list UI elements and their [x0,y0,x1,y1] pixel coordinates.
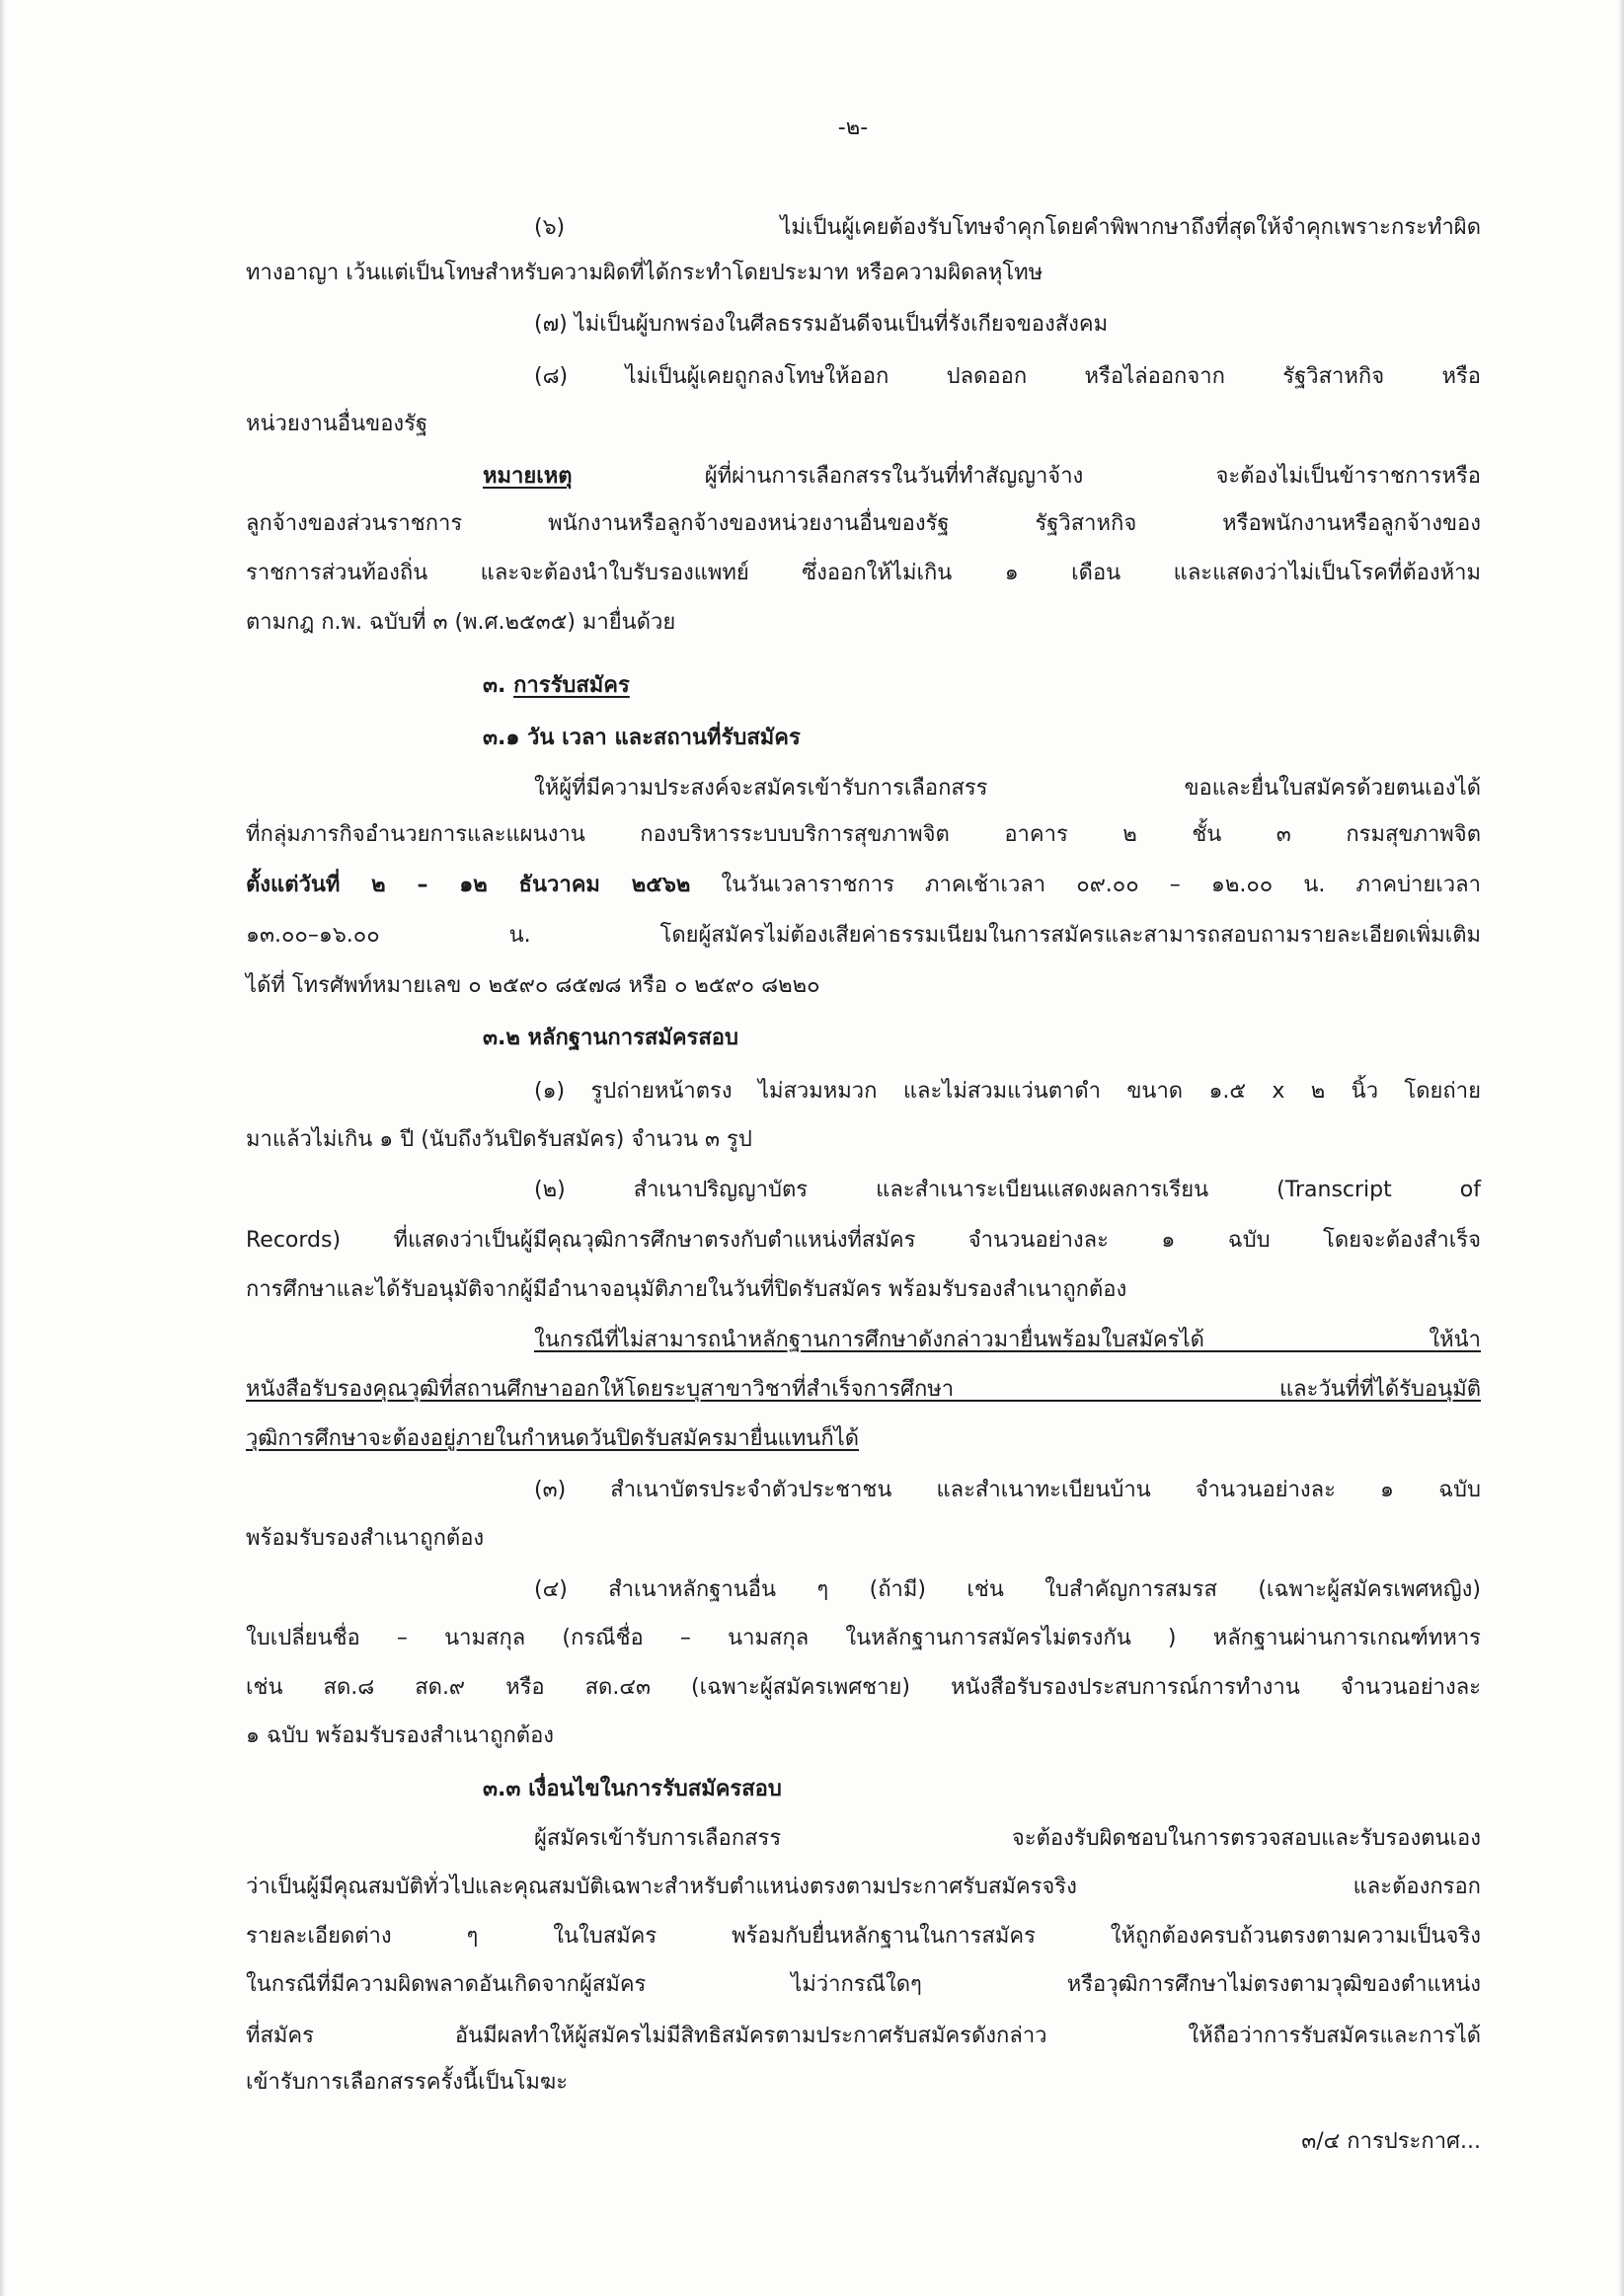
document-item-4-line-3: เช่น สด.๘ สด.๙ หรือ สด.๔๓ (เฉพาะผู้สมัครเพศชาย) หนังสือรับรองประสบการณ์การทำงาน จำนวนอย่างละ [246,1675,1481,1700]
conditions-line-5: ที่สมัคร อันมีผลทำให้ผู้สมัครไม่มีสิทธิสมัครตามประกาศรับสมัครดังกล่าว ให้ถือว่าการรับสมัครและการได้ [246,2024,1481,2048]
qualification-7: (๗) ไม่เป็นผู้บกพร่องในศีลธรรมอันดีจนเป็นที่รังเกียจของสังคม [534,312,1109,337]
conditions-line-6: เข้ารับการเลือกสรรครั้งนี้เป็นโมฆะ [246,2070,569,2095]
section-3-1-line-4: ๑๓.๐๐–๑๖.๐๐ น. โดยผู้สมัครไม่ต้องเสียค่าธรรมเนียมในการสมัครและสามารถสอบถามรายละเอียดเพิ่มเติม [246,923,1481,948]
document-note-line-3: วุฒิการศึกษาจะต้องอยู่ภายในกำหนดวันปิดรับสมัครมายื่นแทนก็ได้ [246,1426,860,1451]
document-item-4-line-1: (๔) สำเนาหลักฐานอื่น ๆ (ถ้ามี) เช่น ใบสำคัญการสมรส (เฉพาะผู้สมัครเพศหญิง) [534,1577,1481,1602]
qualification-6-line-2: ทางอาญา เว้นแต่เป็นโทษสำหรับความผิดที่ได้กระทำโดยประมาท หรือความผิดลหุโทษ [246,261,1044,285]
remark-line-4: ตามกฎ ก.พ. ฉบับที่ ๓ (พ.ศ.๒๕๓๕) มายื่นด้วย [246,610,676,635]
section-3-1-heading: ๓.๑ วัน เวลา และสถานที่รับสมัคร [483,726,801,750]
scan-edge-left [0,0,6,2296]
section-3-number: ๓. [483,673,506,698]
document-item-2-line-1: (๒) สำเนาปริญญาบัตร และสำเนาระเบียนแสดงผลการเรียน (Transcript of [534,1178,1481,1202]
section-3-1-line-1: ให้ผู้ที่มีความประสงค์จะสมัครเข้ารับการเลือกสรร ขอและยื่นใบสมัครด้วยตนเองได้ [534,776,1481,801]
office-hours: ในวันเวลาราชการ ภาคเช้าเวลา ๐๙.๐๐ – ๑๒.๐๐ น. ภาคบ่ายเวลา [721,873,1481,897]
application-dates: ตั้งแต่วันที่ ๒ – ๑๒ ธันวาคม ๒๕๖๒ [246,873,691,897]
scan-edge-right [1618,0,1624,2296]
section-3-title: การรับสมัคร [513,673,630,698]
qualification-6-line-1: (๖) ไม่เป็นผู้เคยต้องรับโทษจำคุกโดยคำพิพากษาถึงที่สุดให้จำคุกเพราะกระทำผิด [534,215,1481,240]
qualification-8-line-1: (๘) ไม่เป็นผู้เคยถูกลงโทษให้ออก ปลดออก หรือไล่ออกจาก รัฐวิสาหกิจ หรือ [534,364,1481,389]
section-3-1-line-3 [246,871,1481,900]
document-item-3-line-1: (๓) สำเนาบัตรประจำตัวประชาชน และสำเนาทะเบียนบ้าน จำนวนอย่างละ ๑ ฉบับ [534,1478,1481,1502]
conditions-line-1: ผู้สมัครเข้ารับการเลือกสรร จะต้องรับผิดชอบในการตรวจสอบและรับรองตนเอง [534,1826,1481,1851]
document-item-1-line-2: มาแล้วไม่เกิน ๑ ปี (นับถึงวันปิดรับสมัคร) จำนวน ๓ รูป [246,1127,752,1152]
page-number: -๒- [837,115,869,140]
qualification-8-line-2: หน่วยงานอื่นของรัฐ [246,412,428,436]
document-item-4-line-4: ๑ ฉบับ พร้อมรับรองสำเนาถูกต้อง [246,1723,555,1748]
document-note-line-1: ในกรณีที่ไม่สามารถนำหลักฐานการศึกษาดังกล่าวมายื่นพร้อมใบสมัครได้ ให้นำ [534,1328,1481,1352]
remark-line-3: ราชการส่วนท้องถิ่น และจะต้องนำใบรับรองแพทย์ ซึ่งออกให้ไม่เกิน ๑ เดือน และแสดงว่าไม่เป็นโรคที่ต้องห้าม [246,561,1481,585]
conditions-line-4: ในกรณีที่มีความผิดพลาดอันเกิดจากผู้สมัคร ไม่ว่ากรณีใดๆ หรือวุฒิการศึกษาไม่ตรงตามวุฒิของตำแหน่ง [246,1972,1481,1997]
page-continuation: ๓/๔ การประกาศ... [1301,2129,1481,2154]
document-item-3-line-2: พร้อมรับรองสำเนาถูกต้อง [246,1526,485,1551]
document-note-line-2: หนังสือรับรองคุณวุฒิที่สถานศึกษาออกให้โดยระบุสาขาวิชาที่สำเร็จการศึกษา และวันที่ที่ได้รับอนุมัติ [246,1377,1481,1402]
document-item-4-line-2: ใบเปลี่ยนชื่อ – นามสกุล (กรณีชื่อ – นามสกุล ในหลักฐานการสมัครไม่ตรงกัน ) หลักฐานผ่านการเกณฑ์ทหาร [246,1626,1481,1650]
section-3-2-heading: ๓.๒ หลักฐานการสมัครสอบ [483,1026,738,1050]
document-item-2-line-2: Records) ที่แสดงว่าเป็นผู้มีคุณวุฒิการศึกษาตรงกับตำแหน่งที่สมัคร จำนวนอย่างละ ๑ ฉบับ โดยจะต้องสำเร็จ [246,1228,1481,1253]
document-item-1-line-1: (๑) รูปถ่ายหน้าตรง ไม่สวมหมวก และไม่สวมแว่นตาดำ ขนาด ๑.๕ x ๒ นิ้ว โดยถ่าย [534,1079,1481,1104]
remark-line-2: ลูกจ้างของส่วนราชการ พนักงานหรือลูกจ้างของหน่วยงานอื่นของรัฐ รัฐวิสาหกิจ หรือพนักงานหรือลูกจ้างของ [246,511,1481,536]
section-3-heading [483,671,1481,701]
section-3-3-heading: ๓.๓ เงื่อนไขในการรับสมัครสอบ [483,1777,782,1801]
conditions-line-2: ว่าเป็นผู้มีคุณสมบัติทั่วไปและคุณสมบัติเฉพาะสำหรับตำแหน่งตรงตามประกาศรับสมัครจริง และต้องกรอก [246,1875,1481,1899]
remark-label: หมายเหตุ [483,464,573,489]
section-3-1-line-2: ที่กลุ่มภารกิจอำนวยการและแผนงาน กองบริหารระบบบริการสุขภาพจิต อาคาร ๒ ชั้น ๓ กรมสุขภาพจิต [246,822,1481,847]
document-item-2-line-3: การศึกษาและได้รับอนุมัติจากผู้มีอำนาจอนุมัติภายในวันที่ปิดรับสมัคร พร้อมรับรองสำเนาถูกต้อง [246,1277,1127,1302]
section-3-1-line-5: ได้ที่ โทรศัพท์หมายเลข ๐ ๒๕๙๐ ๘๕๗๘ หรือ ๐ ๒๕๙๐ ๘๒๒๐ [246,973,820,998]
remark-line-1 [483,462,1481,492]
conditions-line-3: รายละเอียดต่าง ๆ ในใบสมัคร พร้อมกับยื่นหลักฐานในการสมัคร ให้ถูกต้องครบถ้วนตรงตามความเป็นจริง [246,1924,1481,1949]
remark-text: ผู้ที่ผ่านการเลือกสรรในวันที่ทำสัญญาจ้าง จะต้องไม่เป็นข้าราชการหรือ [704,464,1481,489]
